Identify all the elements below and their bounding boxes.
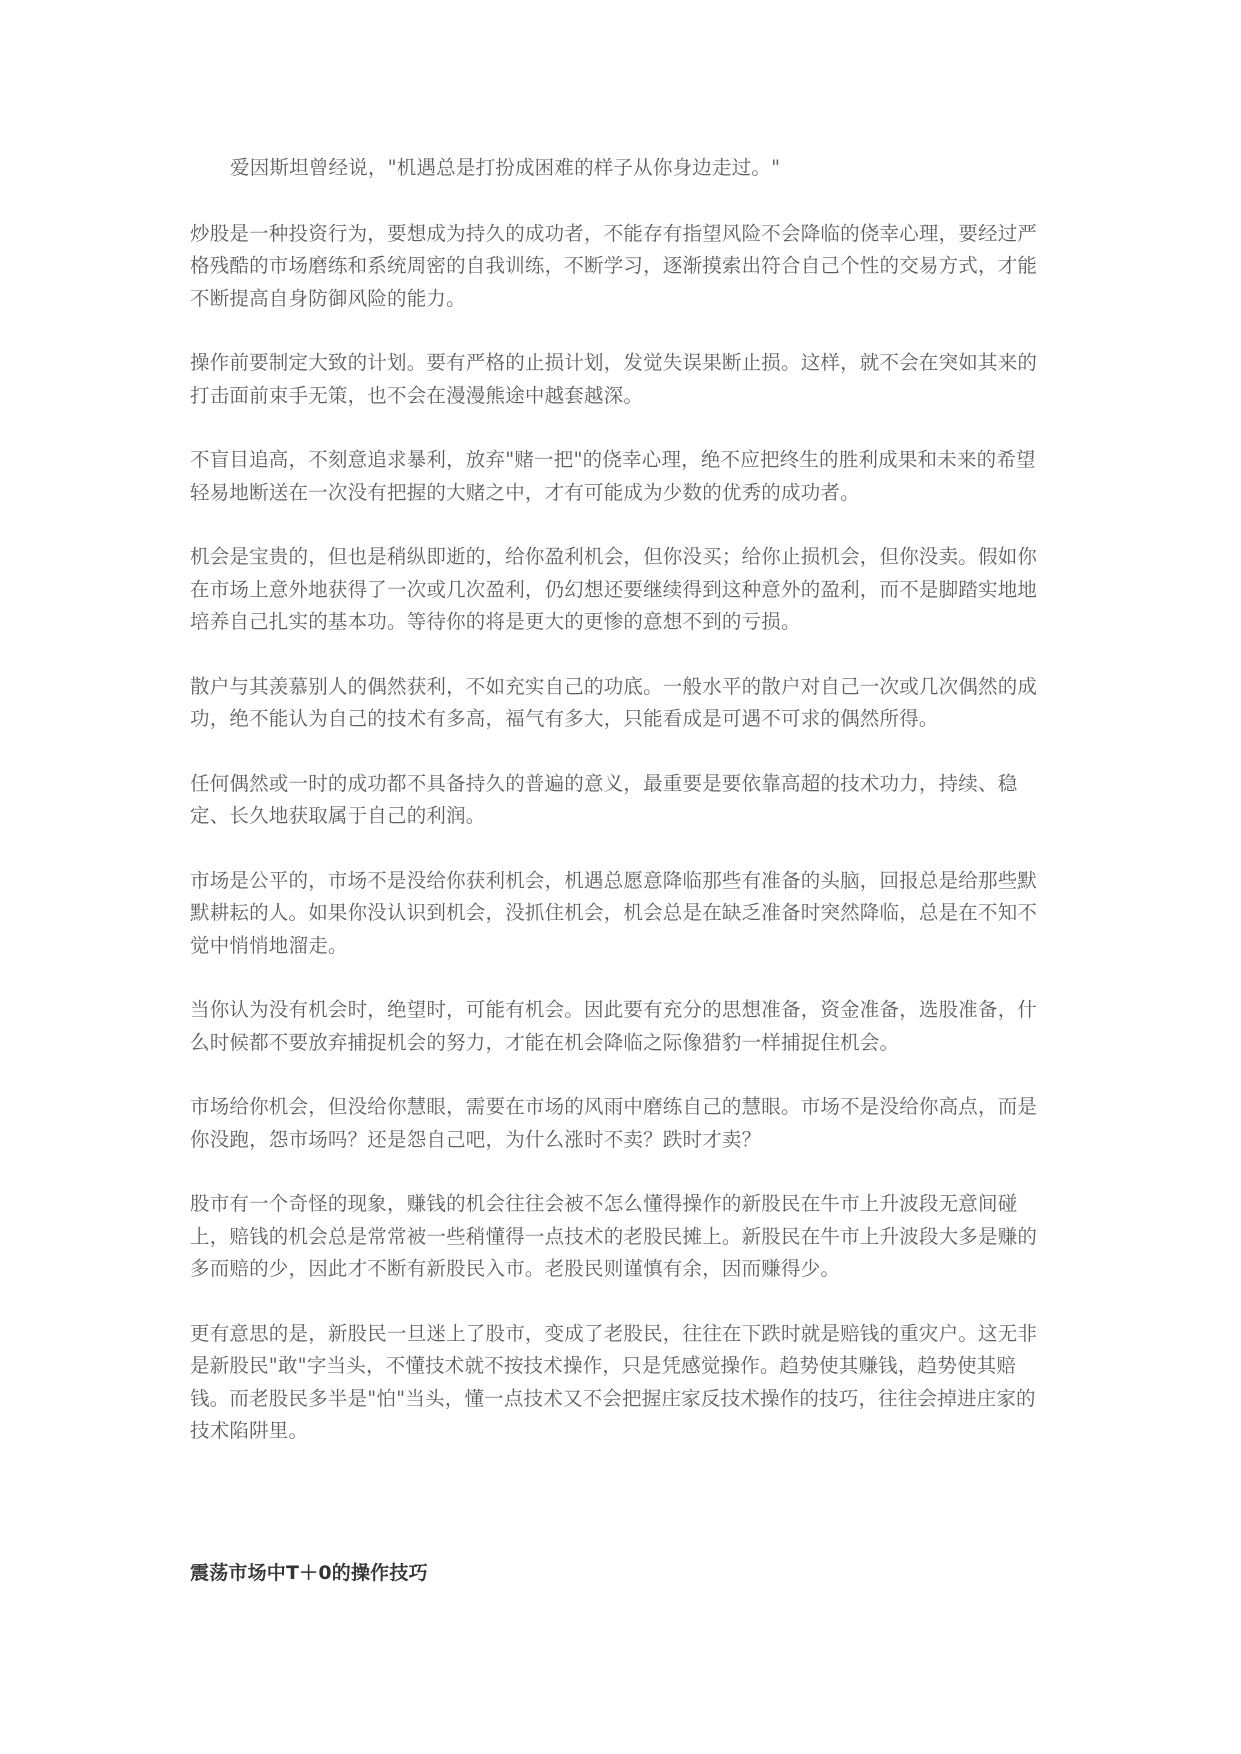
paragraph: 市场是公平的，市场不是没给你获利机会，机遇总愿意降临那些有准备的头脑，回报总是给那些默默耕耘的人。如果你没认识到机会，没抓住机会，机会总是在缺乏准备时突然降临，总是在不知不觉中悄悄地溜走。 [190,868,1038,957]
paragraph: 市场给你机会，但没给你慧眼，需要在市场的风雨中磨练自己的慧眼。市场不是没给你高点，而是你没跑，怨市场吗？还是怨自己吧，为什么涨时不卖？跌时才卖？ [190,1095,1038,1151]
paragraph: 股市有一个奇怪的现象，赚钱的机会往往会被不怎么懂得操作的新股民在牛市上升波段无意间碰上，赔钱的机会总是常常被一些稍懂得一点技术的老股民摊上。新股民在牛市上升波段大多是赚的多而赔的少，因此才不断有新股民入市。老股民则谨慎有余，因而赚得少。 [190,1192,1038,1280]
paragraph: 操作前要制定大致的计划。要有严格的止损计划，发觉失误果断止损。这样，就不会在突如其来的打击面前束手无策，也不会在漫漫熊途中越套越深。 [190,351,1038,407]
paragraph-quote: 爱因斯坦曾经说，"机遇总是打扮成困难的样子从你身边走过。" [230,156,781,179]
paragraph: 散户与其羡慕别人的偶然获利，不如充实自己的功底。一般水平的散户对自己一次或几次偶然的成功，绝不能认为自己的技术有多高，福气有多大，只能看成是可遇不可求的偶然所得。 [190,674,1038,730]
document-body [190,152,1055,1480]
paragraph: 任何偶然或一时的成功都不具备持久的普遍的意义，最重要是要依靠高超的技术功力，持续、稳定、长久地获取属于自己的利润。 [190,771,1018,827]
paragraph: 机会是宝贵的，但也是稍纵即逝的，给你盈利机会，但你没买；给你止损机会，但你没卖。假如你在市场上意外地获得了一次或几次盈利，仍幻想还要继续得到这种意外的盈利，而不是脚踏实地地培养自己扎实的基本功。等待你的将是更大的更惨的意想不到的亏损。 [190,545,1038,633]
paragraph: 当你认为没有机会时，绝望时，可能有机会。因此要有充分的思想准备，资金准备，选股准备，什么时候都不要放弃捕捉机会的努力，才能在机会降临之际像猎豹一样捕捉住机会。 [190,998,1038,1054]
paragraph: 炒股是一种投资行为，要想成为持久的成功者，不能存有指望风险不会降临的侥幸心理，要经过严格残酷的市场磨练和系统周密的自我训练，不断学习，逐渐摸索出符合自己个性的交易方式，才能不断提高自身防御风险的能力。 [190,221,1038,310]
paragraph: 更有意思的是，新股民一旦迷上了股市，变成了老股民，往往在下跌时就是赔钱的重灾户。这无非是新股民"敢"字当头，不懂技术就不按技术操作，只是凭感觉操作。趋势使其赚钱，趋势使其赔钱。而老股民多半是"怕"当头，懂一点技术又不会把握庄家反技术操作的技巧，往往会掉进庄家的技术陷阱里。 [190,1321,1038,1442]
section-title: 震荡市场中T＋0的操作技巧 [190,1562,428,1584]
paragraph: 不盲目追高，不刻意追求暴利，放弃"赌一把"的侥幸心理，绝不应把终生的胜利成果和未来的希望轻易地断送在一次没有把握的大赌之中，才有可能成为少数的优秀的成功者。 [190,448,1036,504]
